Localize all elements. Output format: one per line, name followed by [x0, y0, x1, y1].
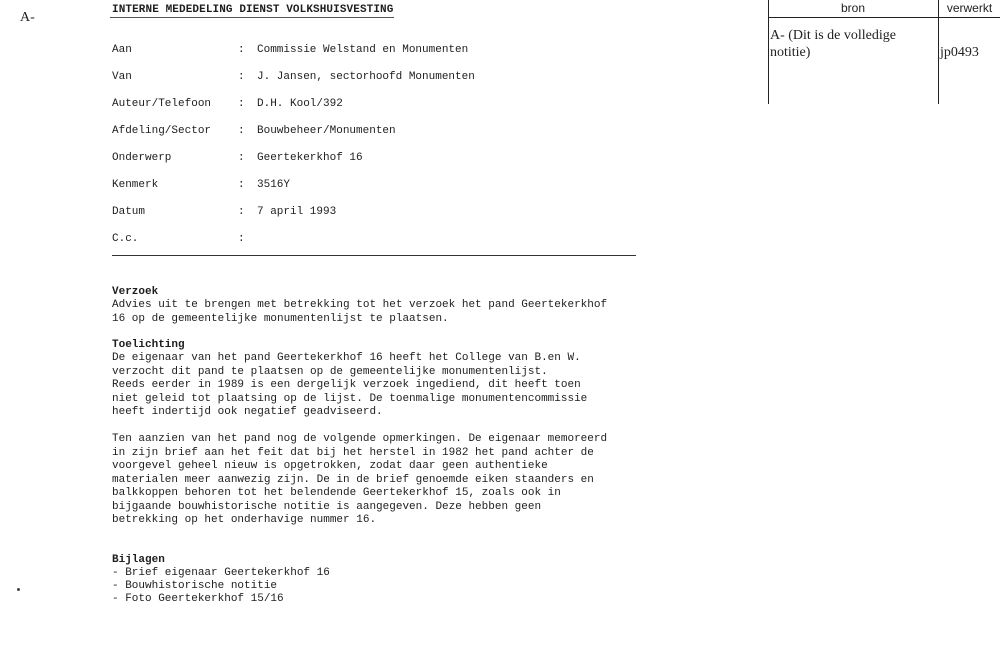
bijlagen-item: - Foto Geertekerkhof 15/16: [112, 593, 284, 605]
field-label-onderwerp: Onderwerp: [112, 152, 172, 164]
field-colon: :: [238, 233, 245, 245]
section-heading-verzoek: Verzoek: [112, 286, 159, 298]
scan-speck: [17, 588, 20, 591]
field-label-kenmerk: Kenmerk: [112, 179, 159, 191]
verzoek-text: Advies uit te brengen met betrekking tot het verzoek het pand Geertekerkhof 16 op de gemeentelijke monumentenlijst te plaatsen.: [112, 299, 608, 325]
field-value-van: J. Jansen, sectorhoofd Monumenten: [257, 71, 475, 83]
table-header-verwerkt: verwerkt: [946, 1, 993, 15]
table-cell-bron: A- (Dit is de volledige notitie): [770, 28, 896, 60]
bijlagen-item: - Bouwhistorische notitie: [112, 580, 278, 592]
table-header-bron: bron: [840, 1, 866, 15]
field-colon: :: [238, 206, 245, 218]
field-value-afdeling: Bouwbeheer/Monumenten: [257, 125, 396, 137]
field-colon: :: [238, 71, 245, 83]
field-value-kenmerk: 3516Y: [257, 179, 291, 191]
field-value-auteur: D.H. Kool/392: [257, 98, 343, 110]
section-heading-bijlagen: Bijlagen: [112, 554, 165, 566]
bijlagen-item: - Brief eigenaar Geertekerkhof 16: [112, 567, 330, 579]
field-label-aan: Aan: [112, 44, 132, 56]
page-marker: A-: [20, 10, 35, 25]
table-column-divider: [938, 0, 939, 104]
field-label-van: Van: [112, 71, 132, 83]
field-label-afdeling: Afdeling/Sector: [112, 125, 212, 137]
title-underline: [110, 17, 394, 18]
table-cell-verwerkt: jp0493: [940, 45, 979, 60]
table-border-left: [768, 0, 769, 104]
field-value-aan: Commissie Welstand en Monumenten: [257, 44, 469, 56]
field-value-onderwerp: Geertekerkhof 16: [257, 152, 363, 164]
field-label-datum: Datum: [112, 206, 146, 218]
table-header-rule: [768, 17, 1000, 18]
field-label-cc: C.c.: [112, 233, 139, 245]
field-label-auteur: Auteur/Telefoon: [112, 98, 212, 110]
field-colon: :: [238, 98, 245, 110]
section-heading-toelichting: Toelichting: [112, 339, 185, 351]
field-value-datum: 7 april 1993: [257, 206, 337, 218]
field-colon: :: [238, 44, 245, 56]
header-divider: [112, 255, 636, 256]
field-colon: :: [238, 152, 245, 164]
source-table: [768, 0, 1000, 104]
toelichting-paragraph-2: Ten aanzien van het pand nog de volgende opmerkingen. De eigenaar memoreerd in zijn brief aan het feit dat bij het herstel in 1982 het pand achter de voorgevel geheel nieuw is opgetrokken, zodat daar geen authentieke materialen meer aanwezig zijn. De in de brief genoemde eiken staanders en balkkoppen behoren tot het belendende Geertekerkhof 15, zoals ook in bijgaande bouwhistorische notitie is aangegeven. Deze hebben geen betrekking op het onderhavige nummer 16.: [112, 433, 608, 526]
memo-title: INTERNE MEDEDELING DIENST VOLKSHUISVESTING: [112, 4, 394, 16]
field-colon: :: [238, 179, 245, 191]
toelichting-paragraph-1: De eigenaar van het pand Geertekerkhof 16 heeft het College van B.en W. verzocht dit pand te plaatsen op de gemeentelijke monumentenlijst. Reeds eerder in 1989 is een dergelijk verzoek ingediend, dit heeft toen niet geleid tot plaatsing op de lijst. De toenmalige monumentencommissie heeft indertijd ook negatief geadviseerd.: [112, 352, 588, 418]
field-colon: :: [238, 125, 245, 137]
